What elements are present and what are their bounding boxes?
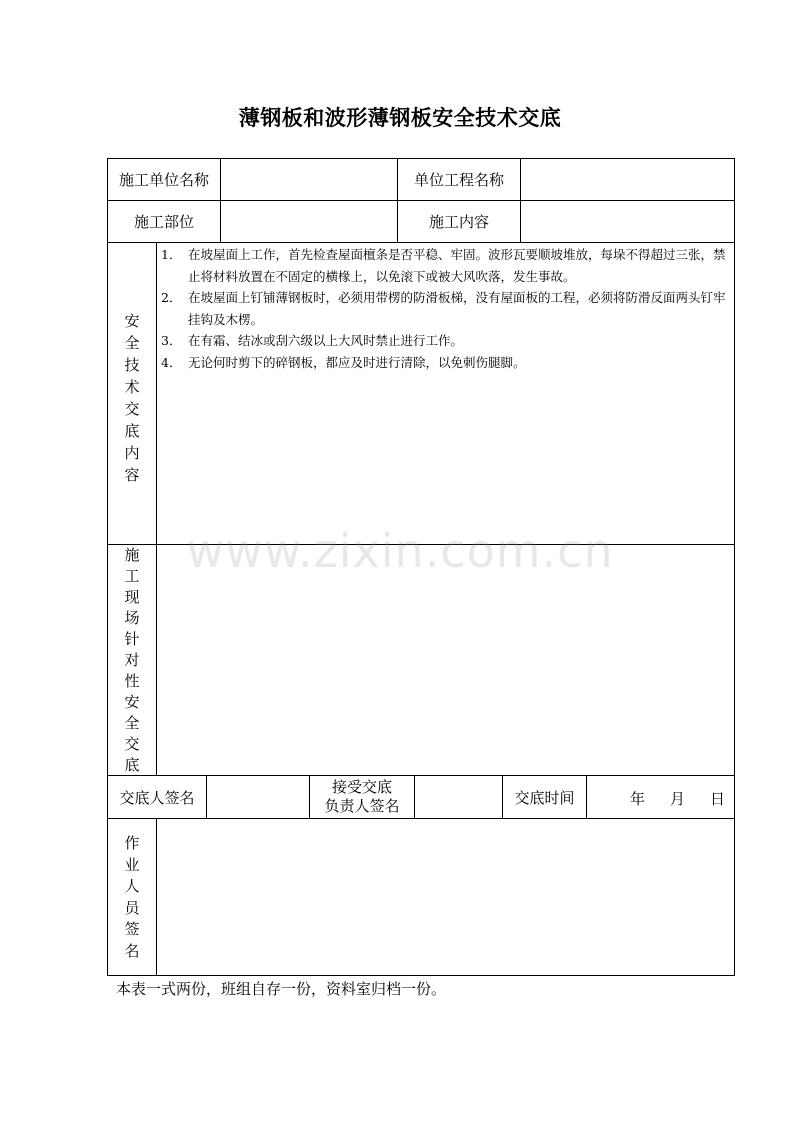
presenter-signature-field[interactable] — [207, 776, 309, 818]
label-char: 现 — [124, 588, 140, 606]
item-number: 2． — [161, 290, 182, 305]
item-number: 4． — [161, 354, 182, 370]
unit-name-label: 施工单位名称 — [118, 171, 209, 189]
label-char: 性 — [124, 672, 140, 690]
label-char: 针 — [124, 630, 140, 648]
label-char: 业 — [124, 855, 140, 874]
label-char: 交 — [124, 735, 140, 753]
location-label: 施工部位 — [133, 213, 194, 231]
receiver-signature-label — [310, 776, 414, 818]
label-char: 员 — [124, 898, 140, 917]
label-char: 技 — [124, 356, 140, 374]
item-text: 无论何时剪下的碎钢板，都应及时进行清除，以免刺伤腿脚。 — [188, 354, 526, 370]
label-char: 容 — [124, 466, 140, 484]
label-char: 安 — [124, 693, 140, 711]
project-name-label: 单位工程名称 — [413, 171, 504, 189]
item-text: 在坡屋面上钉铺薄钢板时，必须用带楞的防滑板梯，没有屋面板的工程，必须将防滑反面两头钉牢挂钩及木楞。 — [188, 290, 726, 327]
item-text: 在有霜、结冰或刮六级以上大风时禁止进行工作。 — [188, 333, 464, 348]
disclosure-date-field[interactable] — [586, 776, 735, 818]
site-section-content[interactable] — [157, 545, 734, 775]
receiver-label-line2: 负责人签名 — [324, 797, 400, 815]
workers-section-label — [108, 833, 156, 962]
label-char: 施 — [124, 546, 140, 564]
safety-section-label — [108, 310, 156, 486]
label-char: 全 — [124, 334, 140, 352]
workers-signature-area[interactable] — [157, 819, 734, 975]
footnote: 本表一式两份，班组自存一份，资料室归档一份。 — [116, 980, 447, 998]
label-char: 内 — [124, 444, 140, 462]
label-char: 对 — [124, 651, 140, 669]
day-label: 日 — [710, 790, 726, 808]
label-char: 人 — [124, 877, 140, 895]
label-char: 作 — [124, 834, 140, 852]
label-char: 术 — [124, 378, 140, 396]
item-number: 3． — [161, 333, 182, 348]
project-name-field[interactable] — [521, 159, 734, 200]
content-field[interactable] — [521, 201, 734, 242]
receiver-signature-field[interactable] — [415, 776, 502, 818]
label-char: 安 — [124, 312, 140, 330]
watermark-text: www.zixin.com.cn — [186, 524, 614, 578]
list-item — [161, 287, 729, 330]
item-text: 在坡屋面上工作，首先检查屋面檀条是否平稳、牢固。波形瓦要顺坡堆放，每垛不得超过三张，禁止将材料放置在不固定的横椽上，以免滚下或被大风吹落，发生事故。 — [188, 247, 726, 284]
safety-items-list — [161, 244, 729, 373]
item-number: 1． — [161, 247, 182, 262]
label-char: 全 — [124, 714, 140, 732]
list-item — [161, 244, 729, 287]
label-char: 场 — [124, 609, 140, 627]
label-char: 名 — [124, 941, 140, 960]
list-item — [161, 352, 729, 374]
unit-name-field[interactable] — [221, 159, 397, 200]
label-char: 底 — [124, 756, 140, 774]
location-field[interactable] — [221, 201, 397, 242]
label-char: 交 — [124, 400, 140, 418]
year-label: 年 — [630, 790, 646, 808]
site-section-label — [108, 545, 156, 776]
label-char: 签 — [124, 920, 140, 938]
disclosure-time-label: 交底时间 — [514, 788, 575, 807]
page-title: 薄钢板和波形薄钢板安全技术交底 — [238, 106, 562, 130]
presenter-signature-label: 交底人签名 — [119, 788, 195, 807]
receiver-label-line1: 接受交底 — [331, 778, 392, 796]
content-label: 施工内容 — [428, 213, 489, 231]
row-divider — [107, 242, 735, 243]
label-char: 底 — [124, 422, 140, 440]
list-item — [161, 330, 729, 352]
month-label: 月 — [670, 790, 686, 808]
label-char: 工 — [124, 567, 140, 585]
